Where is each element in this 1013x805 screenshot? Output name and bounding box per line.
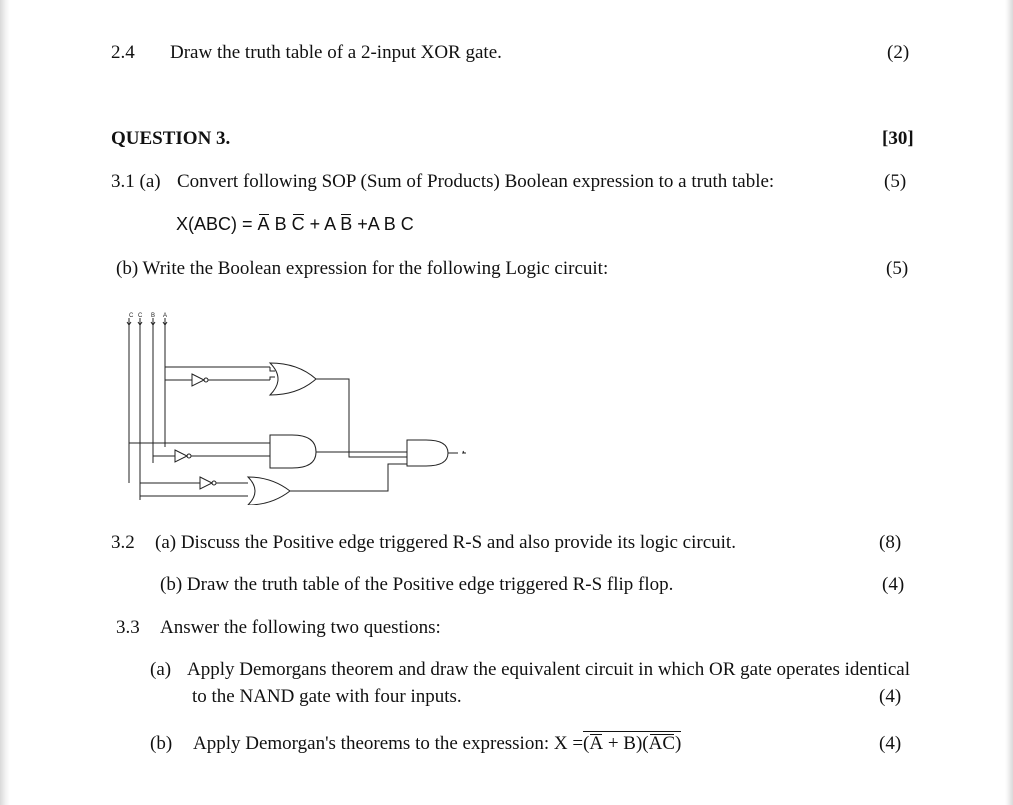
expr-b-bar: B <box>340 214 353 234</box>
q2-4-number: 2.4 <box>111 42 135 63</box>
q3-2b-text: (b) Draw the truth table of the Positive edge triggered R-S flip flop. <box>160 574 674 595</box>
q3-3a-line1: Apply Demorgans theorem and draw the equivalent circuit in which OR gate operates identical <box>187 659 911 680</box>
expr-plus-2: +A B C <box>357 214 414 234</box>
expr-a: A <box>324 214 336 234</box>
q3-1b-marks: (5) <box>886 258 909 279</box>
q2-4-marks: (2) <box>887 42 910 63</box>
not-gate-3 <box>200 477 212 489</box>
q3-3b-marks: (4) <box>879 733 902 754</box>
expr-b: B <box>274 214 287 234</box>
q3-1a-marks: (5) <box>884 171 907 192</box>
q3-1b-text: (b) Write the Boolean expression for the following Logic circuit: <box>116 258 609 279</box>
expr-c-bar: C <box>291 214 305 234</box>
question-3-total: [30] <box>882 128 914 149</box>
question-3-title: QUESTION 3. <box>111 128 231 149</box>
q3-3b-label: (b) <box>150 733 173 754</box>
q3-3a-marks: (4) <box>879 686 902 707</box>
input-label-b: B <box>151 313 156 319</box>
expr-plus-1: + <box>309 214 321 234</box>
q3-3b-line <box>193 733 681 755</box>
not-gate-2 <box>175 450 187 462</box>
or-gate-1 <box>270 363 316 395</box>
q3-3b-text: Apply Demorgan's theorems to the expression: X = <box>193 733 584 754</box>
input-label-c1: C <box>129 313 134 319</box>
q3-2b-marks: (4) <box>882 574 905 595</box>
logic-circuit-diagram <box>120 305 480 505</box>
and-gate-final <box>407 440 448 466</box>
q3-3a-line2: to the NAND gate with four inputs. <box>192 686 462 707</box>
q3-1a-label: 3.1 (a) <box>111 171 161 192</box>
expr-lhs: X(ABC) = <box>176 214 253 234</box>
expr2-a-bar: A <box>589 733 604 754</box>
sop-expression <box>176 213 414 235</box>
q3-3a-label: (a) <box>150 659 172 680</box>
q3-1a-text: Convert following SOP (Sum of Products) Boolean expression to a truth table: <box>177 171 775 192</box>
q3-2a-text: (a) Discuss the Positive edge triggered R-S and also provide its logic circuit. <box>155 532 736 553</box>
q3-3-text: Answer the following two questions: <box>160 617 441 638</box>
demorgan-expression <box>583 733 681 755</box>
expr2-open: ( <box>583 733 590 754</box>
q3-3-number: 3.3 <box>116 617 140 638</box>
q3-2a-marks: (8) <box>879 532 902 553</box>
expr2-close: ) <box>675 733 682 754</box>
or-gate-3 <box>248 477 290 505</box>
q3-2-number: 3.2 <box>111 532 135 553</box>
page-edge-right <box>1005 0 1013 805</box>
and-gate-2 <box>270 435 316 468</box>
expr-a-bar: A <box>257 214 270 234</box>
not-gate-1 <box>192 374 204 386</box>
q2-4-text: Draw the truth table of a 2-input XOR gate. <box>170 42 502 63</box>
expr2-ac-bar: AC <box>648 733 676 754</box>
expr2-plus-b: + B)( <box>603 733 649 754</box>
page-edge-left <box>0 0 10 805</box>
input-label-a: A <box>163 313 168 319</box>
input-label-c2: C <box>138 313 143 319</box>
